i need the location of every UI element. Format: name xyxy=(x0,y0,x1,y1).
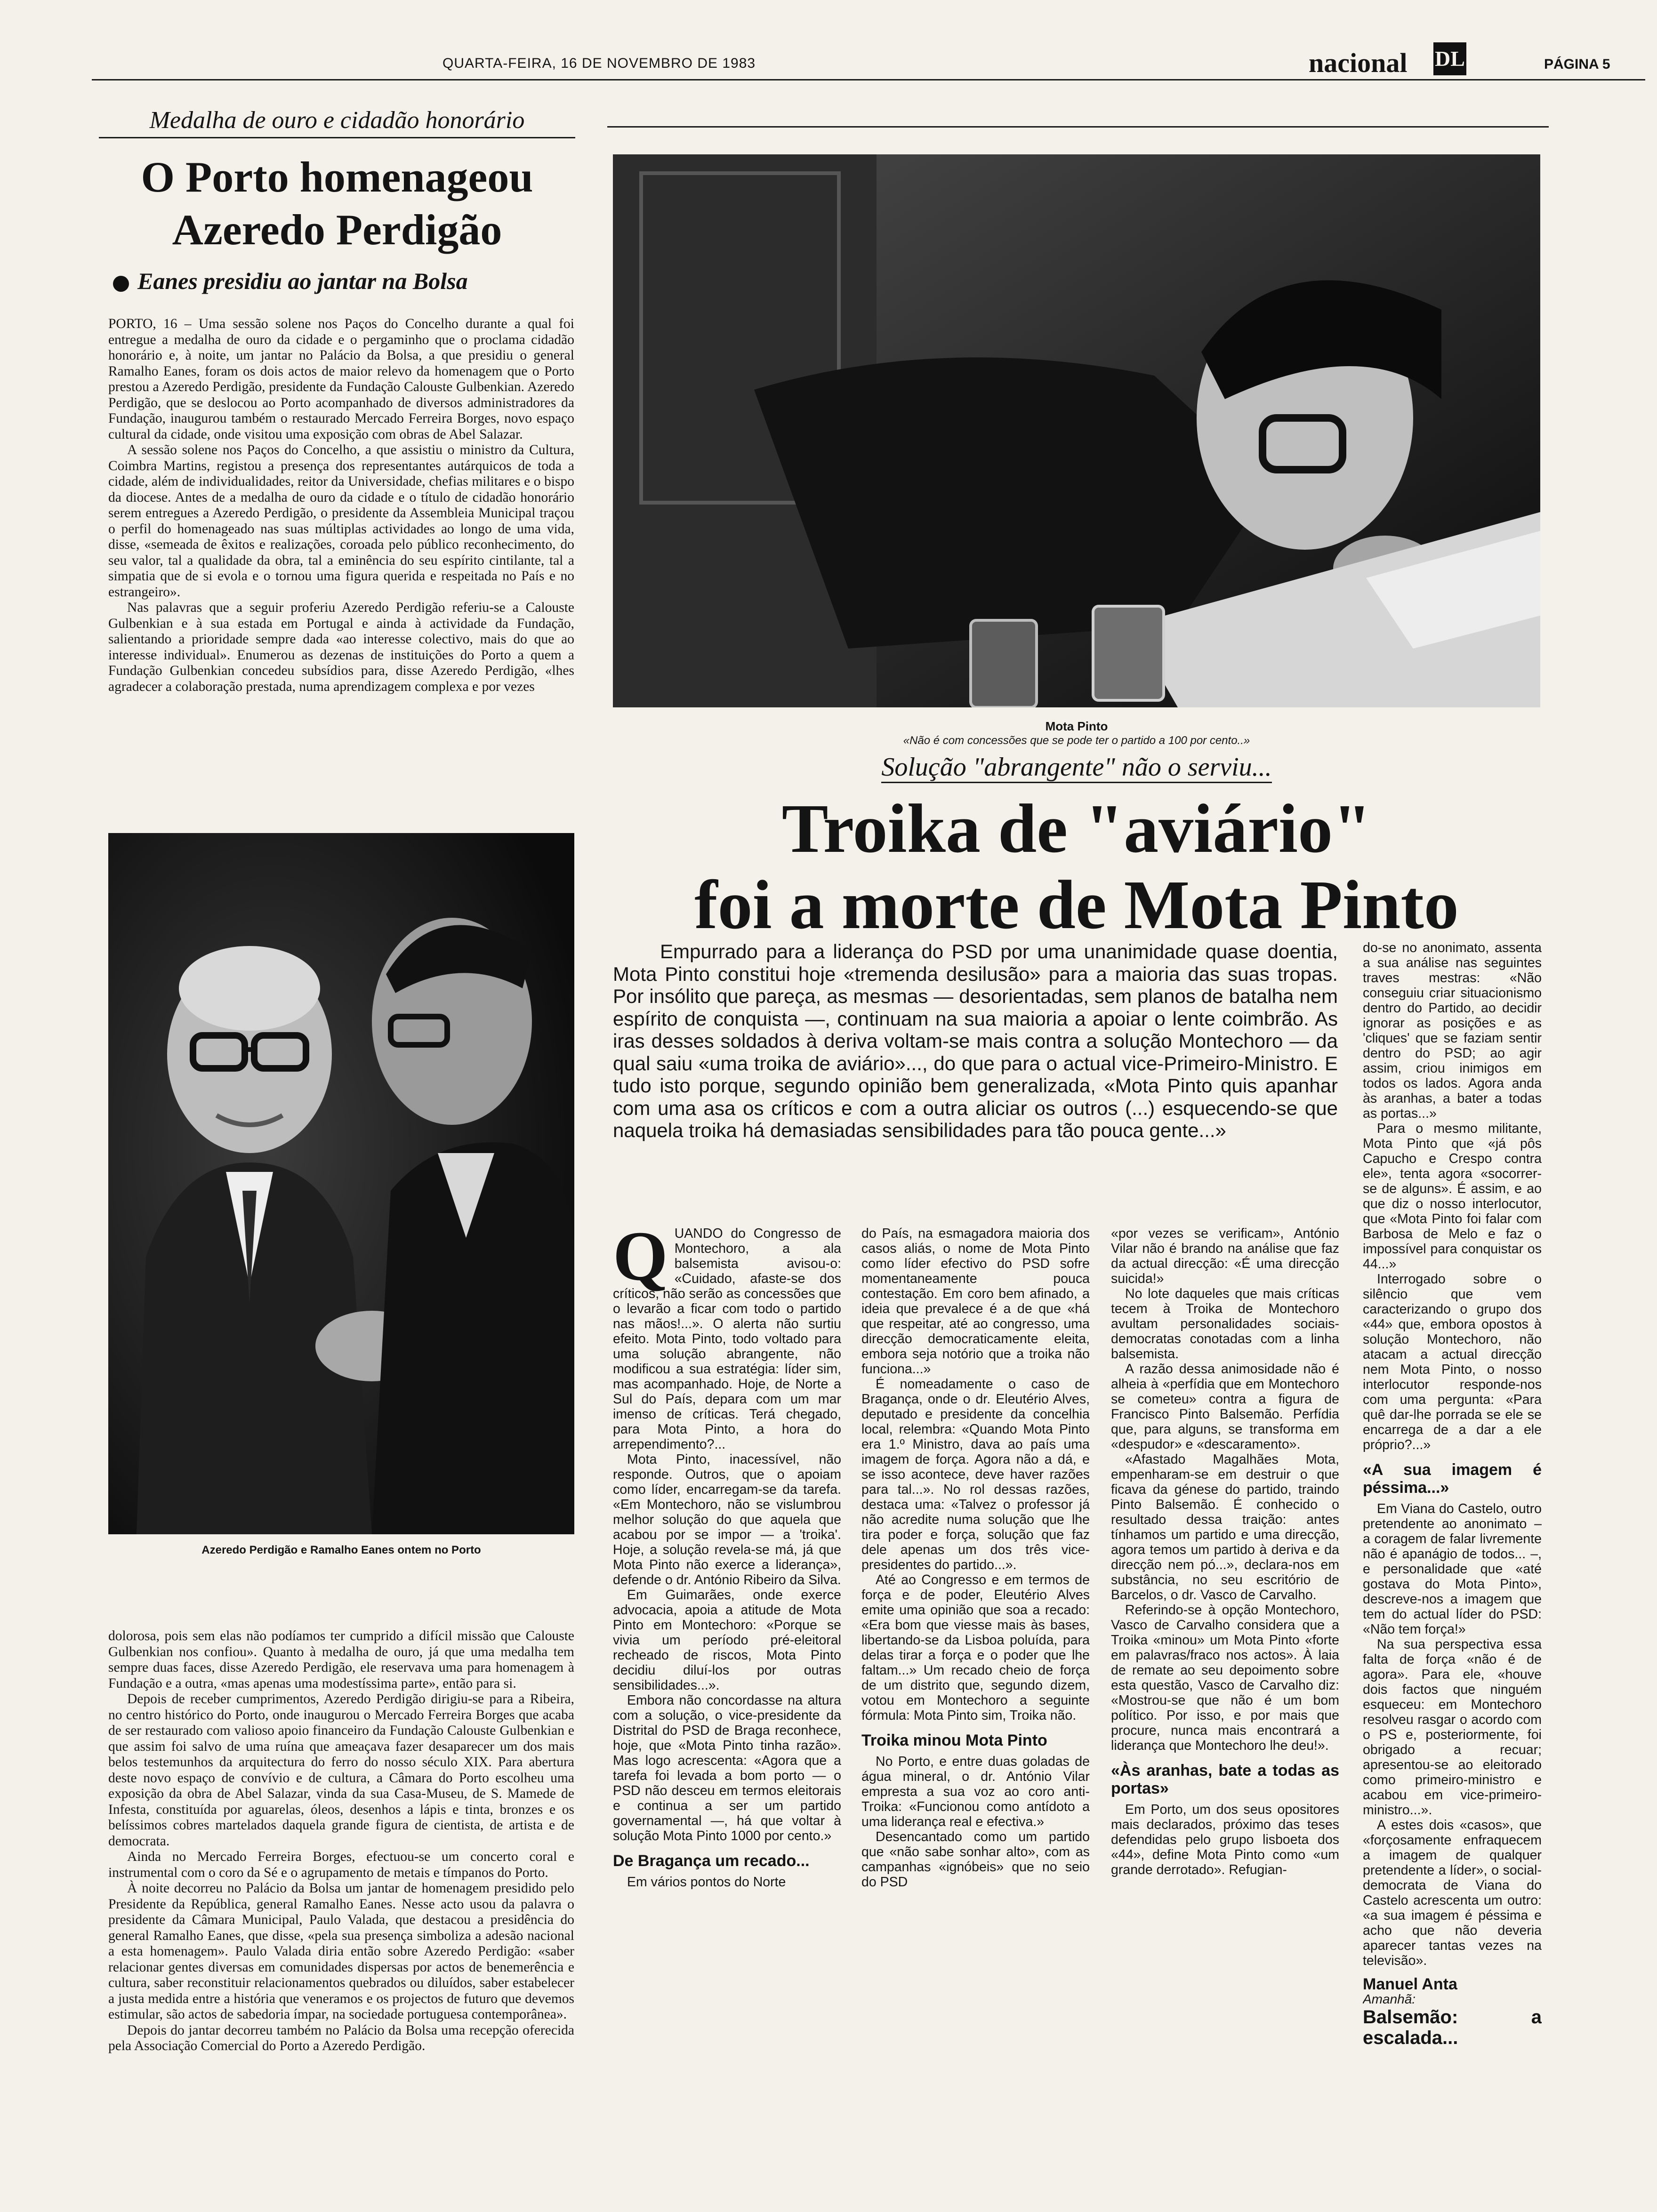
left-photo-caption: Azeredo Perdigão e Ramalho Eanes ontem no Porto xyxy=(201,1544,481,1556)
paragraph: Depois do jantar decorreu também no Palácio da Bolsa uma recepção oferecida pela Associação Comercial do Porto a Azeredo Perdigão. xyxy=(108,2022,574,2053)
paragraph: Para o mesmo militante, Mota Pinto que «já pôs Capucho e Crespo contra ele», tenta agora «socorrer-se de alguns». É assim, e ao que diz o nosso interlocutor, que «Mota Pinto foi falar com Barbosa de Melo e faz o impossível para conquistar os 44...» xyxy=(1363,1121,1542,1272)
paragraph: Desencantado como um partido que «não sabe sonhar alto», com as campanhas «ignóbeis» que no seio do PSD xyxy=(861,1829,1090,1890)
right-headline-line2: foi a morte de Mota Pinto xyxy=(694,866,1459,944)
paragraph: do-se no anonimato, assenta a sua análise nas seguintes traves mestras: «Não conseguiu criar situacionismo dentro do Partido, ao decidir ignorar as posições e as 'cliques' que se faziam sentir dentro do PSD; ao agir assim, criou inimigos em todos os lados. Agora anda às aranhas, a bater a todas as portas...» xyxy=(1363,940,1542,1121)
paragraph: Em Guimarães, onde exerce advocacia, apoia a atitude de Mota Pinto em Montechoro: «Porque se vivia um período pré-eleitoral recheado de riscos, Mota Pinto decidiu diluí-los por outras sensibilidades...». xyxy=(613,1587,841,1693)
right-photo-caption-quote: «Não é com concessões que se pode ter o partido a 100 por cento..» xyxy=(903,734,1250,747)
paragraph: É nomeadamente o caso de Bragança, onde o dr. Eleutério Alves, deputado e presidente da concelhia local, relembra: «Quando Mota Pinto era 1.º Ministro, dava ao país uma imagem de força. Agora não a dá, e se isso acontece, deve haver razões para tal...». No rol dessas razões, destaca uma: «Talvez o professor já não acredite numa solução que lhe tira poder e força, solução que faz dele apenas um dos três vice-presidentes do partido...». xyxy=(861,1377,1090,1572)
paragraph: UANDO do Congresso de Montechoro, a ala balsemista avisou-o: «Cuidado, afaste-se dos críticos, não serão as concessões que o levarão a ficar com todo o partido nas mãos!...». O alerta não surtiu efeito. Mota Pinto, todo voltado para uma solução abrangente, não modificou a sua estratégia: líder sim, mas acompanhado. Hoje, de Norte a Sul do País, depara com um mar imenso de críticas. Terá chegado, para Mota Pinto, a hora do arrependimento?... xyxy=(613,1226,841,1452)
right-headline-line1: Troika de "aviário" xyxy=(781,790,1372,867)
left-kicker: Medalha de ouro e cidadão honorário xyxy=(99,106,575,138)
section-name: nacional xyxy=(1309,48,1408,78)
paragraph: Em vários pontos do Norte xyxy=(627,1875,786,1890)
right-column-4 xyxy=(1363,940,1542,2145)
bullet-icon xyxy=(113,276,129,292)
subheading: Troika minou Mota Pinto xyxy=(861,1731,1047,1749)
paragraph: No lote daqueles que mais críticas tecem à Troika de Montechoro avultam personalidades sociais-democratas conotadas com a linha balsemista. xyxy=(1111,1286,1339,1362)
photo-perdigao-eanes xyxy=(108,833,574,1534)
paragraph: Interrogado sobre o silêncio que vem caracterizando o grupo dos «44» que, embora opostos à solução Montechoro, não atacam a actual direcção nem Mota Pinto, o nosso interlocutor responde-nos com uma pergunta: «Para quê dar-lhe porrada se ele se encarrega de a dar a ele próprio?...» xyxy=(1363,1272,1542,1452)
byline: Manuel Anta xyxy=(1363,1975,1457,1993)
right-headline xyxy=(613,791,1540,943)
drop-cap: Q xyxy=(613,1226,668,1295)
right-photo-caption-name: Mota Pinto xyxy=(1045,719,1108,733)
right-article-rule xyxy=(607,126,1549,128)
right-lead-paragraph: Empurrado para a liderança do PSD por uma unanimidade quase doentia, Mota Pinto constitui hoje «tremenda desilusão» para a maioria das suas tropas. Por insólito que pareça, as mesmas — desorientadas, sem planos de batalha nem espírito de conquista —, continuam na sua maioria a apoiar o lente coimbrão. As iras desses soldados à deriva voltam-se mais contra a solução Montechoro — da qual saiu «uma troika de aviário»..., do que para o actual vice-Primeiro-Ministro. E tudo isto porque, segundo opinião bem generalizada, «Mota Pinto quis apanhar com uma asa os críticos e com a outra aliciar os outros (...) esquecendo-se que naquela troika há demasiadas sensibilidades para tão pouca gente...» xyxy=(613,940,1338,1141)
left-subheadline xyxy=(113,267,574,295)
left-headline xyxy=(99,151,575,256)
newspaper-logo: DL xyxy=(1433,42,1466,75)
paragraph: Embora não concordasse na altura com a solução, o vice-presidente da Distrital do PSD de Braga reconhece, hoje, que «Mota Pinto tinha razão». Mas logo acrescenta: «Agora que a tarefa foi levada a bom porto — o PSD não desceu em termos eleitorais e continua a ser um partido governamental —, há que voltar à solução Mota Pinto 1000 por cento.» xyxy=(613,1693,841,1843)
paragraph: A razão dessa animosidade não é alheia à «perfídia que em Montechoro se cometeu» contra a figura de Francisco Pinto Balsemão. Perfídia que, para alguns, se transforma em «despudor» e «descaramento». xyxy=(1111,1362,1339,1452)
left-body-part1 xyxy=(108,316,574,822)
paragraph: A estes dois «casos», que «forçosamente enfraquecem a imagem de qualquer pretendente a líder», o social-democrata de Viana do Castelo acrescenta um outro: «a sua imagem é péssima e acho que não deveria aparecer tantas vezes na televisão». xyxy=(1363,1818,1542,1968)
page-date: QUARTA-FEIRA, 16 DE NOVEMBRO DE 1983 xyxy=(442,56,756,71)
right-column-3 xyxy=(1111,1226,1339,2144)
paragraph: Referindo-se à opção Montechoro, Vasco de Carvalho considera que a Troika «minou» um Mota Pinto «forte em palavras/fraco nos actos». À laia de remate ao seu depoimento sobre esta questão, Vasco de Carvalho diz: «Mostrou-se que não é um bom político. Por isso, e por mais que procure, nunca mais encontrará a liderança que Montechoro lhe deu!». xyxy=(1111,1603,1339,1753)
right-kicker xyxy=(613,752,1540,782)
right-kicker-text: Solução "abrangente" não o serviu... xyxy=(881,753,1271,783)
paragraph: Até ao Congresso e em termos de força e de poder, Eleutério Alves emite uma opinião que soa a recado: «Era bom que viesse mais às bases, libertando-se da Lisboa poluída, para delas tirar a força e o poder que lhe faltam...» Um recado cheio de força de um distrito que, segundo dizem, votou em Montechoro a seguinte fórmula: Mota Pinto sim, Troika não. xyxy=(861,1572,1090,1723)
left-headline-line1: O Porto homenageou xyxy=(141,153,533,201)
paragraph: Na sua perspectiva essa falta de força «não é de agora». Para ele, «houve dois factos que ninguém esqueceu: em Montechoro resolveu rasgar o acordo com o PS e, posteriormente, foi obrigado a recuar; apresentou-se ao eleitorado como primeiro-ministro e acabou em vice-primeiro-ministro...». xyxy=(1363,1637,1542,1818)
subheading: «Às aranhas, bate a todas as portas» xyxy=(1111,1762,1339,1797)
subheading: «A sua imagem é péssima...» xyxy=(1363,1461,1542,1497)
next-article-label: Amanhã: xyxy=(1363,1992,1416,2006)
photo-illustration xyxy=(108,833,574,1534)
next-article-title: Balsemão: a escalada... xyxy=(1363,2007,1542,2048)
paragraph: Nas palavras que a seguir proferiu Azeredo Perdigão referiu-se a Calouste Gulbenkian e à sua estada em Portugal e ainda à actividade da Fundação, salientando a prioridade sempre dada «ao interesse colectivo, mais do que ao interesse individual». Enumerou as dezenas de instituições do Porto a quem a Fundação Gulbenkian concedeu subsídios para, disse Azeredo Perdigão, «lhes agradecer a colaboração prestada, numa aprendizagem complexa e por vezes xyxy=(108,600,574,694)
paragraph: PORTO, 16 – Uma sessão solene nos Paços do Concelho durante a qual foi entregue a medalha de ouro da cidade e o pergaminho que o proclama cidadão honorário e, à noite, um jantar no Palácio da Bolsa, a que presidiu o general Ramalho Eanes, foram os dois actos de maior relevo da homenagem que o Porto prestou a Azeredo Perdigão, presidente da Fundação Calouste Gulbenkian. Azeredo Perdigão, que se deslocou ao Porto acompanhado de diversos administradores da Fundação, inaugurou também o restaurado Mercado Ferreira Borges, novo espaço cultural da cidade, onde visitou uma exposição com obras de Abel Salazar. xyxy=(108,316,574,442)
paragraph: Depois de receber cumprimentos, Azeredo Perdigão dirigiu-se para a Ribeira, no centro histórico do Porto, onde inaugurou o Mercado Ferreira Borges que acaba de ser restaurado com valioso apoio financeiro da Fundação Calouste Gulbenkian e que assim foi salvo de uma ruína que ameaçava fazer desaparecer um dos mais belos testemunhos da arquitectura do ferro do nosso século XIX. Para abertura deste novo espaço de convívio e de cultura, a Câmara do Porto escolheu uma exposição da obra de Abel Salazar, vinda da sua Casa-Museu, de S. Mamede de Infesta, constituída por aguarelas, óleos, desenhos a lápis e tinta, bronzes e os belíssimos cobres martelados daquela grande figura de cientista, de artista e de democrata. xyxy=(108,1691,574,1849)
paragraph: Em Porto, um dos seus opositores mais declarados, próximo das teses defendidas pelo grupo lisboeta dos «44», define Mota Pinto como «um grande derrotado». Refugian- xyxy=(1111,1802,1339,1877)
paragraph: No Porto, e entre duas goladas de água mineral, o dr. António Vilar empresta a sua voz ao coro anti-Troika: «Funcionou como antídoto a uma liderança real e efectiva.» xyxy=(861,1754,1090,1829)
paragraph: Mota Pinto, inacessível, não responde. Outros, que o apoiam como líder, encarregam-se da tarefa. «Em Montechoro, não se vislumbrou melhor solução do que aquela que acabou por se impor — a 'troika'. Hoje, a solução revela-se má, já que Mota Pinto não exerce a liderança», defende o dr. António Ribeiro da Silva. xyxy=(613,1452,841,1587)
paragraph: dolorosa, pois sem elas não podíamos ter cumprido a difícil missão que Calouste Gulbenkian nos confiou». Quanto à medalha de ouro, já que uma medalha tem sempre duas faces, disse Azeredo Perdigão, ele reservava uma para homenagem à Fundação e a outra, «mas apenas uma modestíssima parte», então para si. xyxy=(108,1628,574,1691)
paragraph: À noite decorreu no Palácio da Bolsa um jantar de homenagem presidido pelo Presidente da República, general Ramalho Eanes. Nesse acto usou da palavra o presidente da Câmara Municipal, Paulo Valada, que destacou a presidência do general Ramalho Eanes, que disse, «pela sua presença simboliza a adesão nacional a esta homenagem». Paulo Valada diria então sobre Azeredo Perdigão: «saber relacionar gentes diversas em comunidades dispersas por actos de benemerência e cultura, saber reconstituir relacionamentos quebrados ou diluídos, saber estabelecer a justa medida entre a história que veneramos e os projectos de futuro que devemos estimular, são actos de sabedoria ímpar, na sociedade portuguesa contemporânea». xyxy=(108,1881,574,2022)
paragraph: «por vezes se verificam», António Vilar não é brando na análise que faz da actual direcção: «É uma direcção suicida!» xyxy=(1111,1226,1339,1286)
left-body-part2 xyxy=(108,1628,574,2188)
left-subheadline-text: Eanes presidiu ao jantar na Bolsa xyxy=(137,268,468,294)
photo-mota-pinto xyxy=(613,154,1540,707)
paragraph: do País, na esmagadora maioria dos casos aliás, o nome de Mota Pinto como líder efectivo do PSD sofre momentaneamente pouca contestação. Em coro bem afinado, a ideia que prevalece é a de que «há que respeitar, até ao congresso, uma direcção democraticamente eleita, embora seja notório que a troika não funciona...» xyxy=(861,1226,1090,1377)
header-rule xyxy=(92,79,1645,80)
paragraph: Em Viana do Castelo, outro pretendente ao anonimato – a coragem de falar livremente não é apanágio de todos... –, e personalidade que «até gostava do Mota Pinto», descreve-nos a imagem que tem do actual líder do PSD: «Não tem força!» xyxy=(1363,1501,1542,1637)
subheading: De Bragança um recado... xyxy=(613,1852,810,1870)
paragraph: «Afastado Magalhães Mota, empenharam-se em destruir o que ficava da génese do partido, traindo Pinto Balsemão. É conhecido o resultado dessa traição: antes tínhamos um partido e uma direcção, agora temos um partido à deriva e da direcção nem pó...», declara-nos em substância, no seu escritório de Barcelos, o dr. Vasco de Carvalho. xyxy=(1111,1452,1339,1603)
paragraph: Ainda no Mercado Ferreira Borges, efectuou-se um concerto coral e instrumental com o coro da Sé e o agrupamento de metais e tímpanos do Porto. xyxy=(108,1849,574,1880)
right-column-1 xyxy=(613,1226,841,2120)
right-column-2 xyxy=(861,1226,1090,2144)
left-headline-line2: Azeredo Perdigão xyxy=(172,206,502,254)
page-number: PÁGINA 5 xyxy=(1544,56,1610,72)
photo-illustration xyxy=(613,154,1540,707)
paragraph: A sessão solene nos Paços do Concelho, a que assistiu o ministro da Cultura, Coimbra Martins, registou a presença dos representantes autárquicos de toda a cidade, além de individualidades, reitor da Universidade, chefias militares e o bispo da diocese. Antes de a medalha de ouro da cidade e o título de cidadão honorário serem entregues a Azeredo Perdigão, o presidente da Assembleia Municipal traçou o perfil do homenageado nas suas múltiplas actividades ao longo de uma vida, disse, «semeada de êxitos e realizações, coroada pelo público reconhecimento, do seu valor, tal a qualidade da obra, tal a eminência do seu espírito cintilante, tal a simpatia que de si evola e o tornou uma figura querida e respeitada no País e no estrangeiro». xyxy=(108,442,574,600)
